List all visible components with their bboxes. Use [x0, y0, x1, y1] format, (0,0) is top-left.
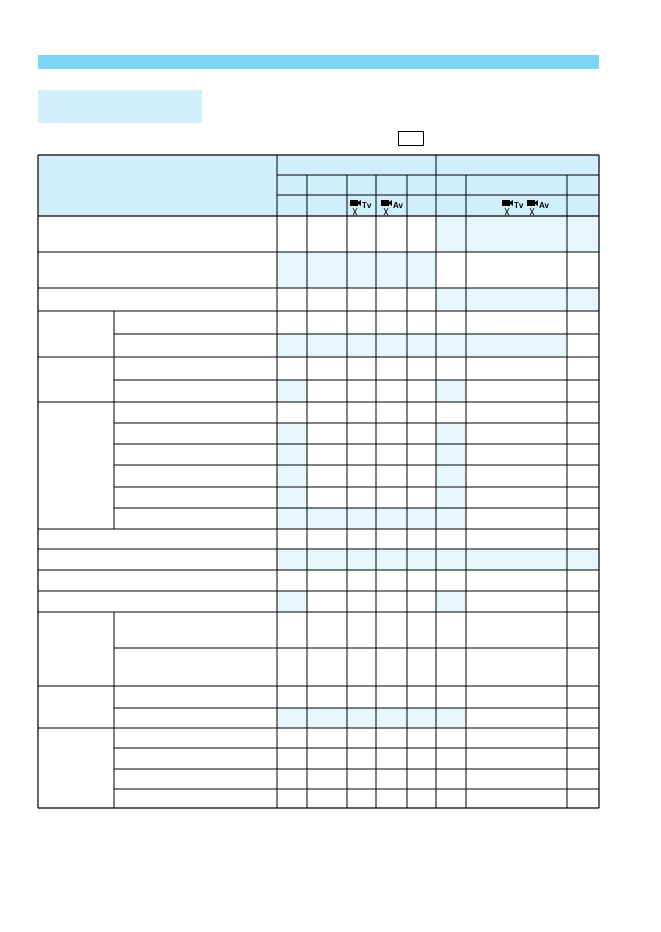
highlight-cell	[277, 508, 466, 529]
highlight-cell	[277, 708, 466, 728]
highlight-cell	[277, 465, 307, 486]
highlight-cell	[436, 216, 567, 252]
highlight-cell	[436, 380, 466, 402]
highlight-cell	[277, 444, 307, 465]
icon-label: Tv	[514, 201, 524, 210]
highlight-cell	[436, 465, 466, 486]
highlight-cell	[436, 591, 466, 612]
highlight-cell	[277, 423, 307, 444]
highlight-cell	[277, 591, 307, 612]
highlight-cell	[436, 487, 466, 508]
icon-label: Tv	[362, 201, 372, 210]
highlight-cell	[277, 380, 307, 402]
icon-label: Av	[393, 201, 403, 210]
highlight-cell	[436, 288, 599, 311]
highlight-cell	[277, 487, 307, 508]
highlight-cell	[567, 216, 599, 252]
highlight-cell	[436, 444, 466, 465]
icon-label: Av	[539, 201, 549, 210]
highlight-cell	[436, 423, 466, 444]
highlight-cell	[277, 549, 599, 570]
highlight-cell	[277, 252, 436, 288]
highlight-cell	[277, 334, 566, 357]
